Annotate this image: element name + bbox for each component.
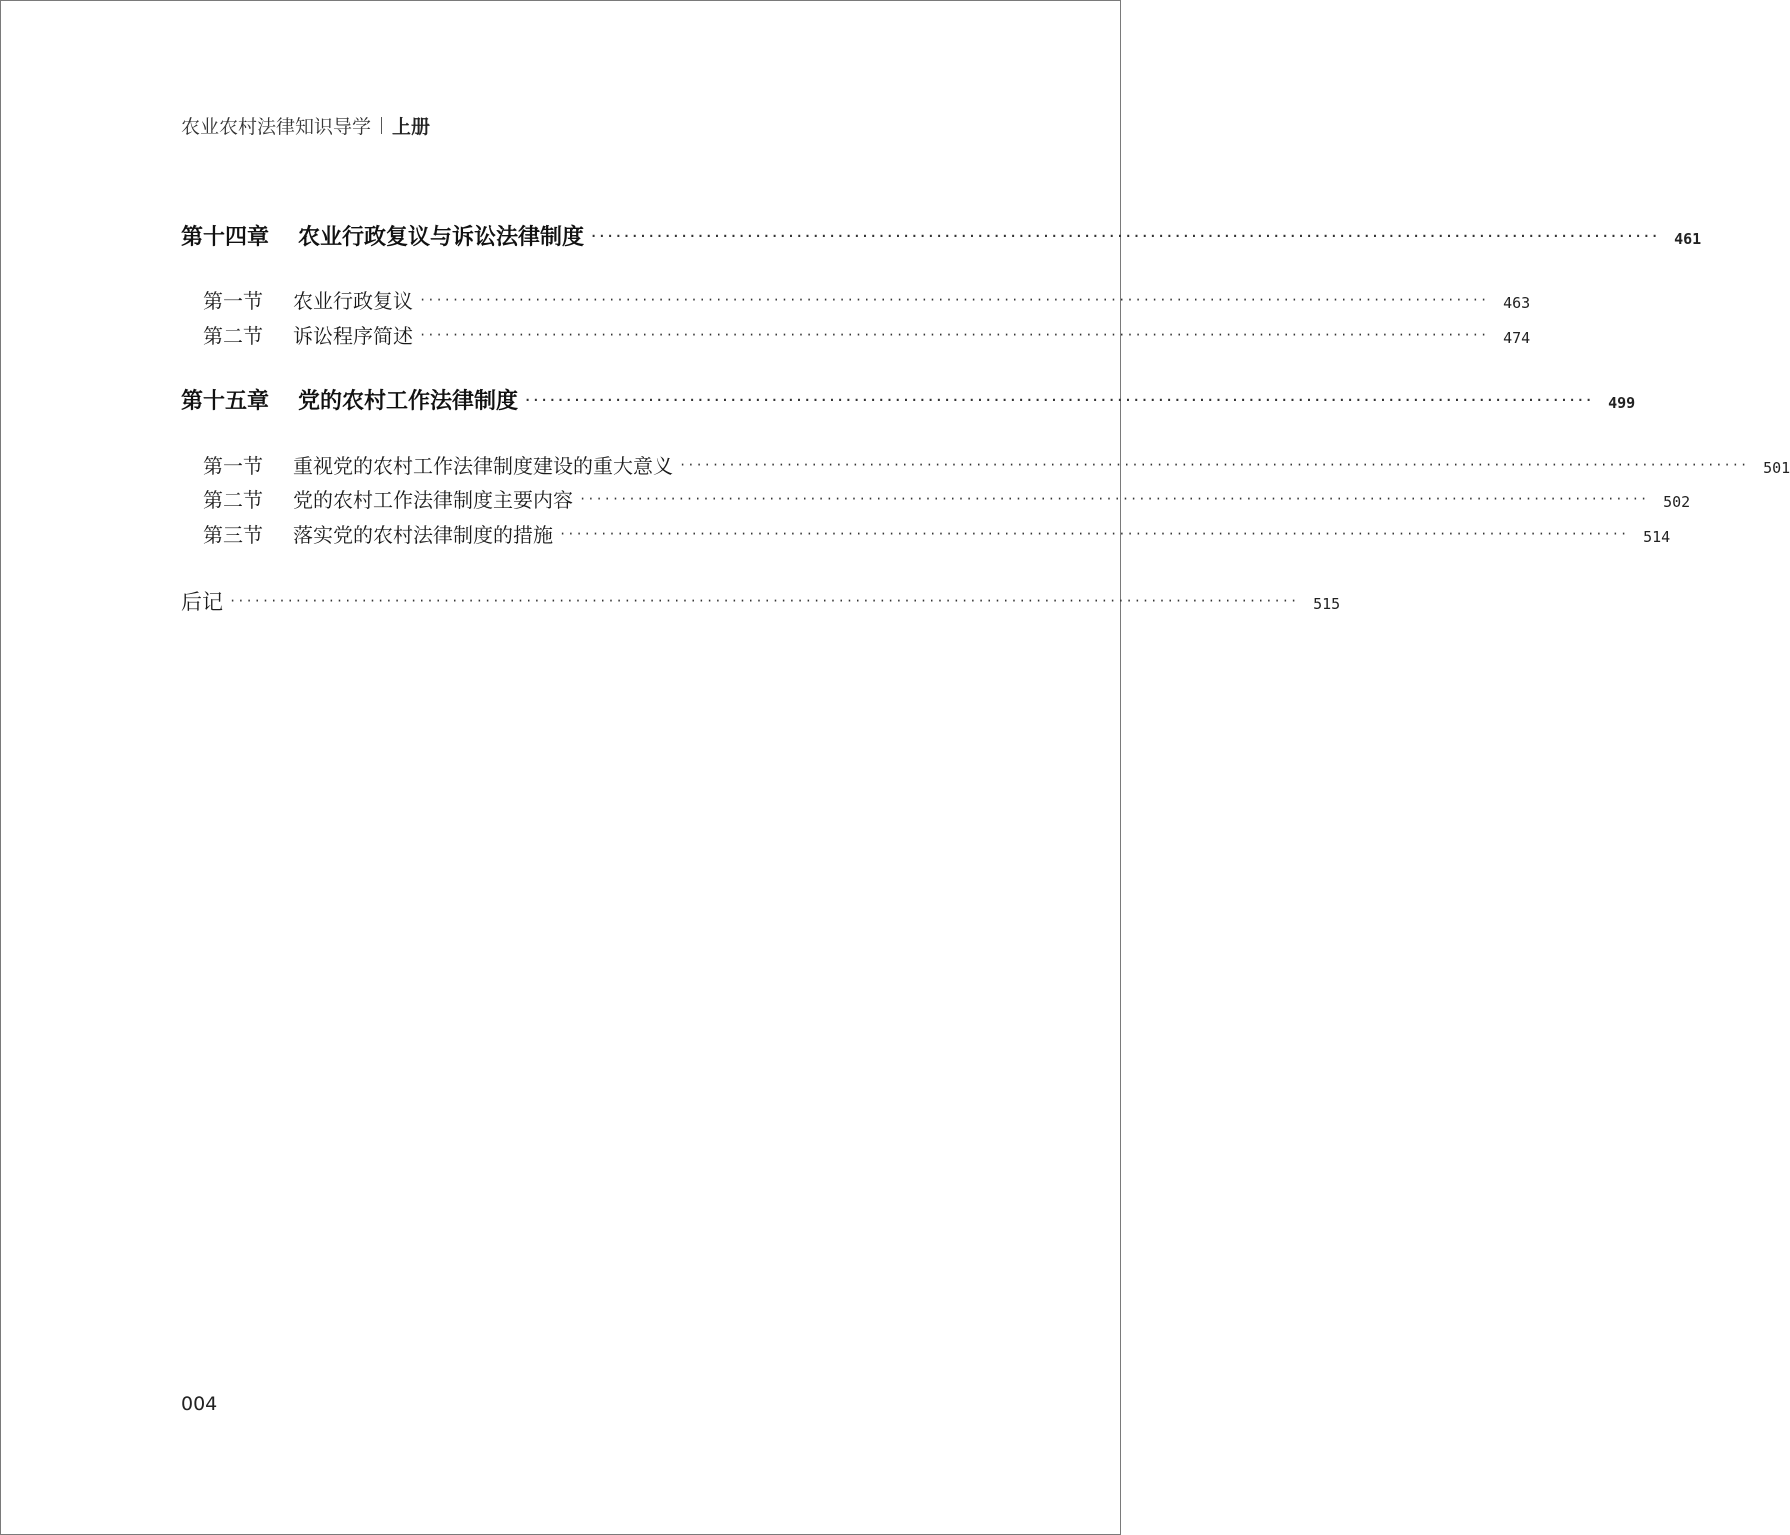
chapter-number: 第十五章 [181,388,270,414]
section-number: 第二节 [203,324,263,348]
toc-section[interactable] [181,320,1531,349]
running-header [181,112,430,139]
chapter-title: 党的农村工作法律制度 [298,388,519,414]
page-number: 461 [1674,230,1702,248]
chapter-title: 农业行政复议与诉讼法律制度 [298,224,585,250]
toc-section[interactable] [181,450,1790,479]
dot-leader: ·································································································································· [590,229,1660,243]
page-number: 463 [1503,294,1531,312]
book-title: 农业农村法律知识导学 [181,116,372,138]
section-title: 诉讼程序简述 [293,324,413,348]
header-separator [381,117,382,134]
page-number: 515 [1313,595,1341,613]
toc-afterword[interactable] [181,586,1341,616]
dot-leader: ·································································································································· [419,328,1489,342]
dot-leader: ·································································································································· [559,527,1629,541]
section-number: 第一节 [203,289,263,313]
dot-leader: ·································································································································· [419,293,1489,307]
dot-leader: ·································································································································· [229,594,1299,608]
toc-section[interactable] [181,484,1691,513]
toc-chapter-14[interactable] [181,220,1702,251]
page-number: 502 [1663,493,1691,511]
folio-page-number: 004 [181,1393,218,1415]
toc-chapter-15[interactable] [181,384,1636,415]
toc-section[interactable] [181,519,1671,548]
toc-section[interactable] [181,285,1531,314]
section-title: 重视党的农村工作法律制度建设的重大意义 [293,454,673,478]
chapter-number: 第十四章 [181,224,270,250]
dot-leader: ·································································································································· [524,393,1594,407]
page-number: 514 [1643,528,1671,546]
page-number: 499 [1608,394,1636,412]
section-title: 农业行政复议 [293,289,413,313]
section-title: 党的农村工作法律制度主要内容 [293,488,573,512]
volume-label: 上册 [392,116,431,138]
section-number: 第三节 [203,523,263,547]
dot-leader: ·································································································································· [679,458,1749,472]
section-title: 落实党的农村法律制度的措施 [293,523,553,547]
afterword-title: 后记 [181,590,223,614]
page-number: 474 [1503,329,1531,347]
section-number: 第二节 [203,488,263,512]
page-number: 501 [1763,459,1790,477]
dot-leader: ·································································································································· [579,492,1649,506]
section-number: 第一节 [203,454,263,478]
